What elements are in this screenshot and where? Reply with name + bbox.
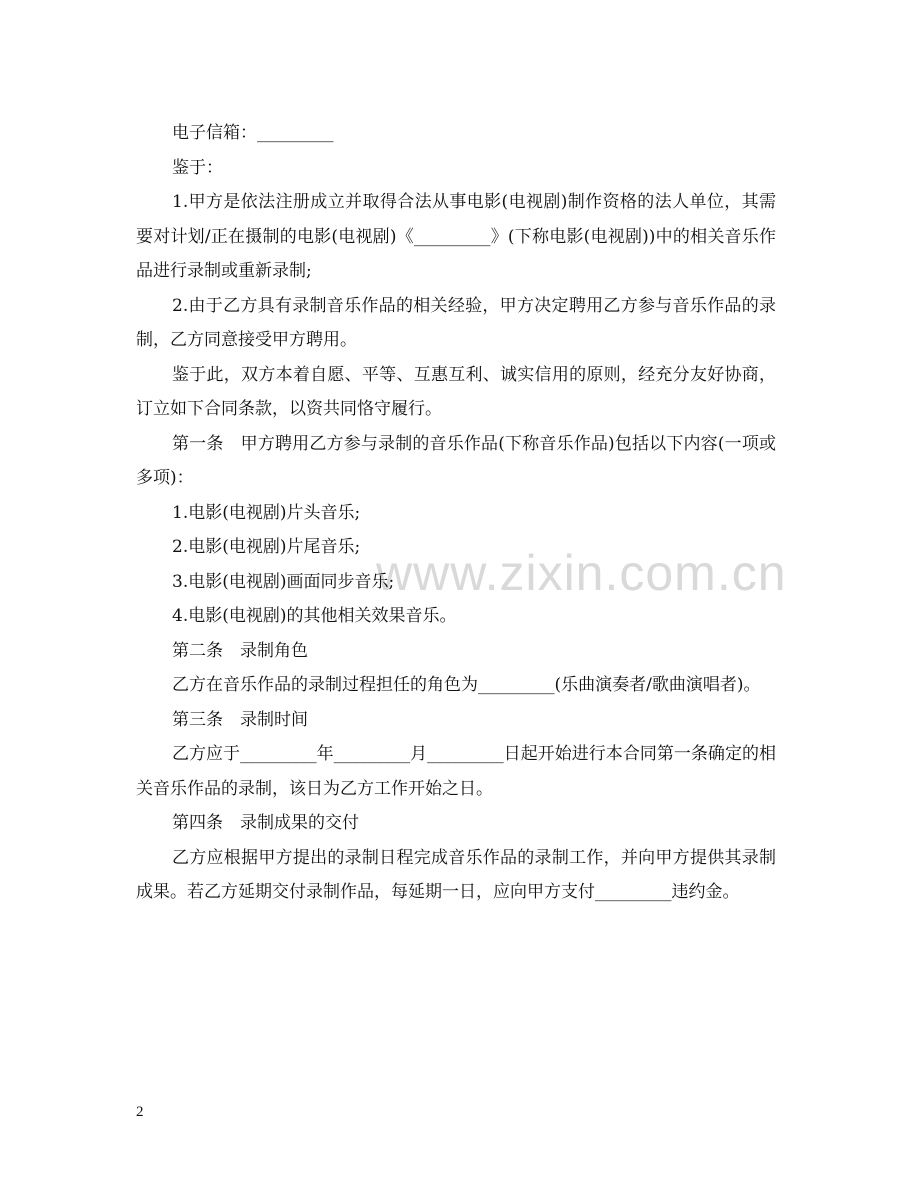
whereas-item-2: 2.由于乙方具有录制音乐作品的相关经验，甲方决定聘用乙方参与音乐作品的录制，乙方同意接受甲方聘用。 — [136, 295, 776, 350]
article-3-heading: 第三条 录制时间 — [172, 709, 308, 730]
article-1-item-3: 3.电影(电视剧)画面同步音乐; — [172, 571, 395, 592]
article-3-body: 乙方应于_________年_________月_________日起开始进行本合同第一条确定的相关音乐作品的录制，该日为乙方工作开始之日。 — [136, 744, 776, 799]
whereas-item-1: 1.甲方是依法注册成立并取得合法从事电影(电视剧)制作资格的法人单位，其需要对计划/正在摄制的电影(电视剧)《_________》(下称电影(电视剧))中的相关音乐作品进行录制或重新录制; — [136, 192, 776, 281]
whereas-heading: 鉴于： — [172, 157, 223, 178]
email-line: 电子信箱：_________ — [172, 123, 334, 143]
article-4-heading: 第四条 录制成果的交付 — [172, 813, 359, 833]
document-body — [136, 116, 776, 910]
article-1-item-1: 1.电影(电视剧)片头音乐; — [172, 502, 361, 523]
watermark: www.zixin.com.cn — [376, 545, 787, 601]
article-2-heading: 第二条 录制角色 — [172, 640, 308, 661]
article-4-body: 乙方应根据甲方提出的录制日程完成音乐作品的录制工作，并向甲方提供其录制成果。若乙方延期交付录制作品，每延期一日，应向甲方支付_________违约金。 — [136, 847, 776, 902]
article-2-body: 乙方在音乐作品的录制过程担任的角色为_________(乐曲演奏者/歌曲演唱者)。 — [172, 675, 761, 695]
article-1-item-4: 4.电影(电视剧)的其他相关效果音乐。 — [172, 606, 457, 626]
article-1-heading: 第一条 甲方聘用乙方参与录制的音乐作品(下称音乐作品)包括以下内容(一项或多项)： — [136, 433, 776, 488]
whereas-conclusion: 鉴于此，双方本着自愿、平等、互惠互利、诚实信用的原则，经充分友好协商，订立如下合同条款，以资共同恪守履行。 — [136, 364, 776, 419]
page-number: 2 — [136, 1104, 144, 1120]
article-1-item-2: 2.电影(电视剧)片尾音乐; — [172, 537, 361, 557]
